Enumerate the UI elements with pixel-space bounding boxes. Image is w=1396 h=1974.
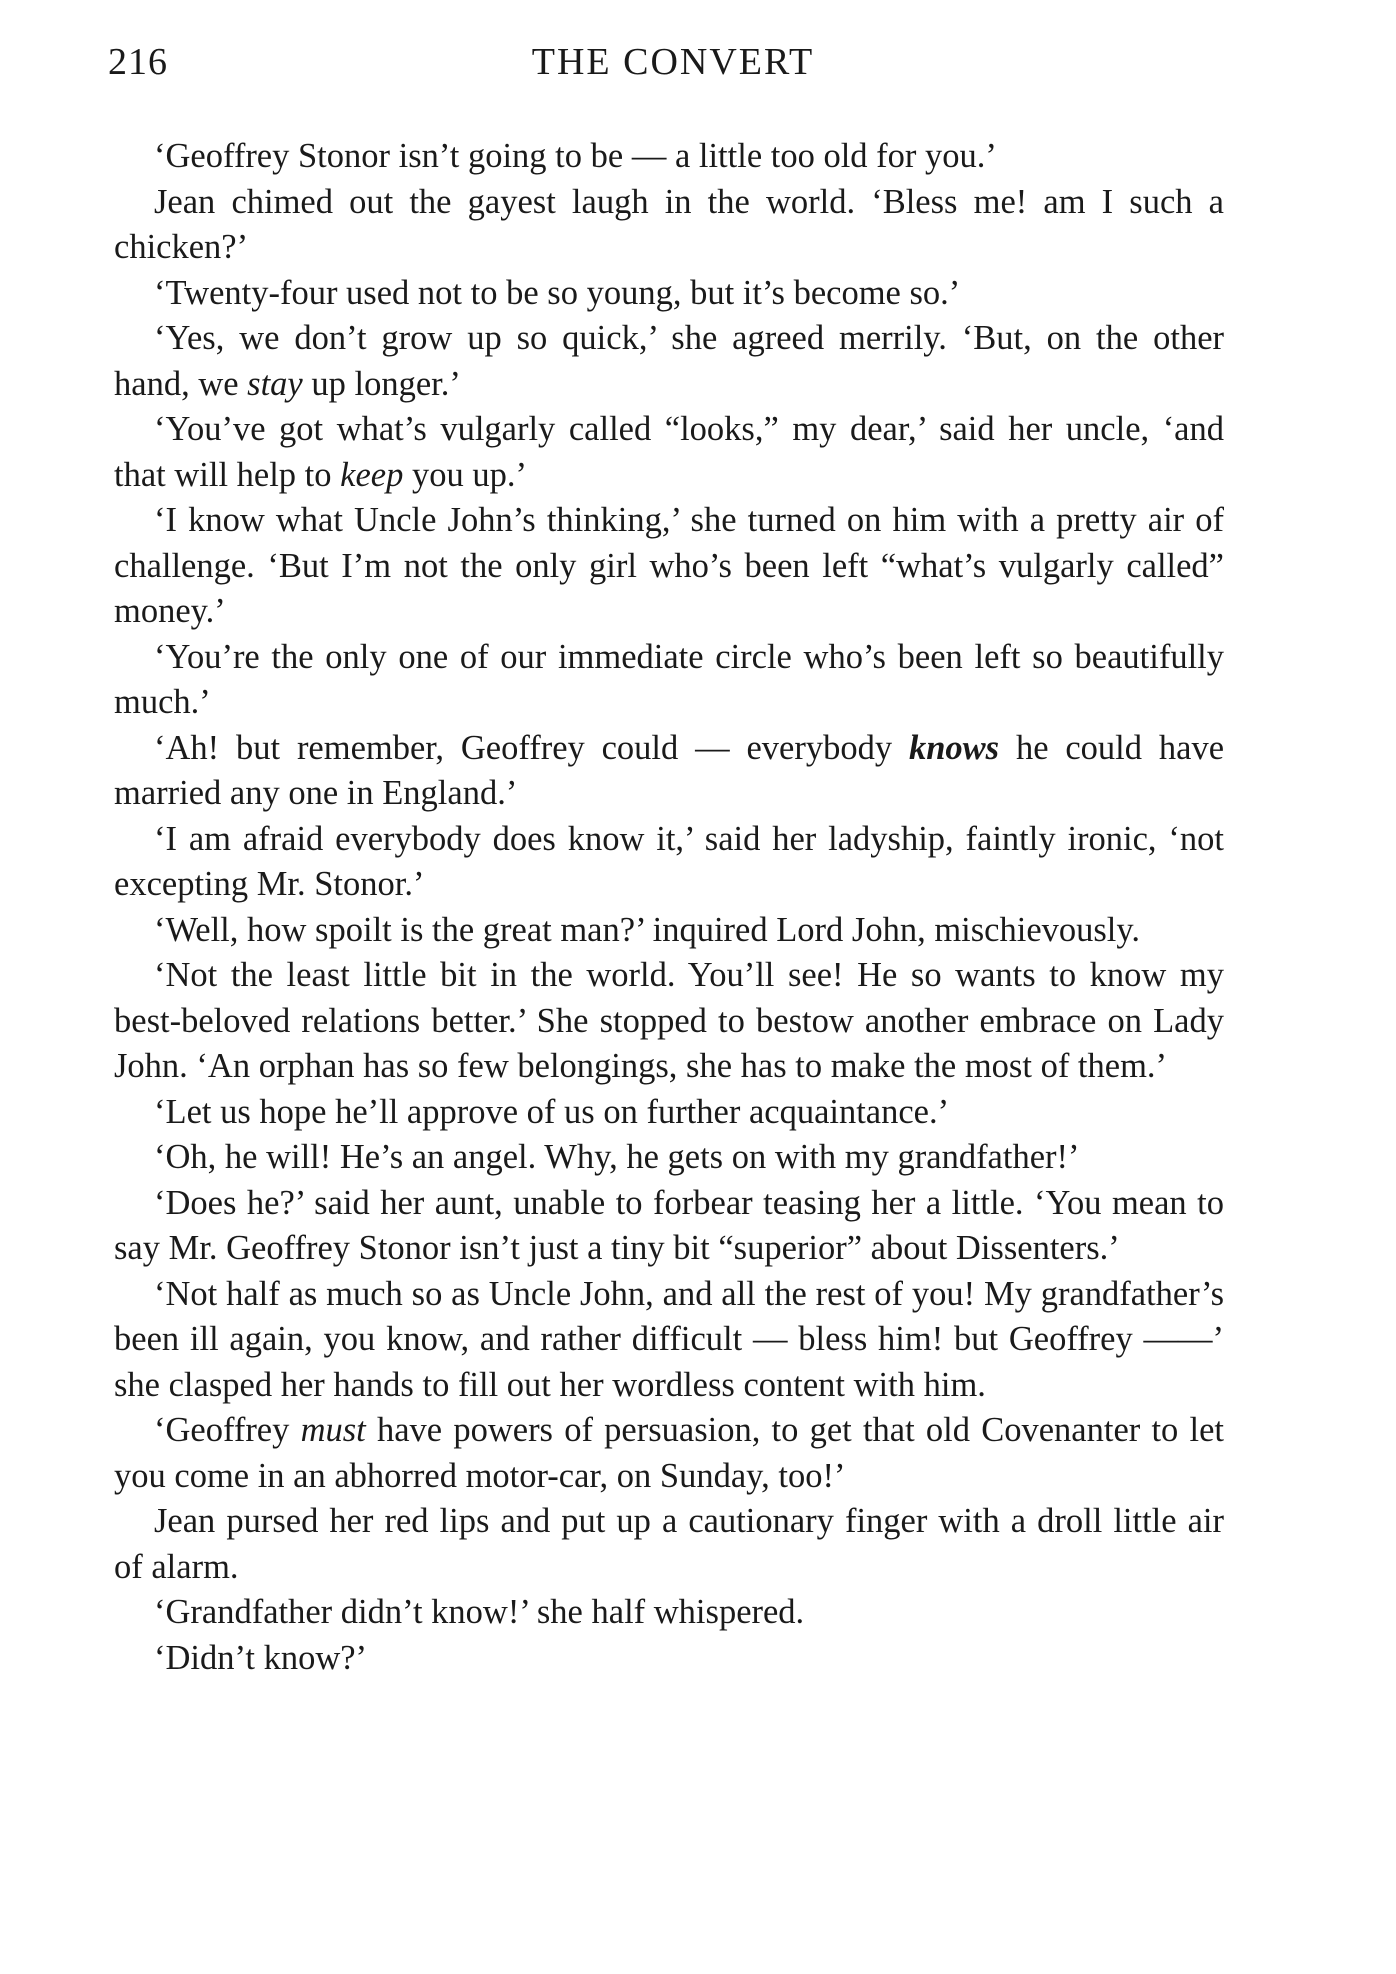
text-run: ‘I am afraid everybody does know it,’ said her ladyship, faintly ironic, ‘not excepting Mr. Stonor.’ bbox=[114, 819, 1224, 903]
paragraph bbox=[114, 134, 1224, 180]
emphasized-word: stay bbox=[247, 364, 303, 403]
emphasized-word: must bbox=[300, 1411, 366, 1449]
paragraph bbox=[114, 1499, 1224, 1590]
page-number: 216 bbox=[108, 41, 168, 83]
text-run: ‘Not the least little bit in the world. You’ll see! He so wants to know my best-beloved relations better.’ She stopped to bestow another embrace on Lady John. ‘An orphan has so few belongings, she has to make the most of them.’ bbox=[114, 956, 1224, 1085]
page-header bbox=[108, 40, 1238, 100]
text-run: up longer.’ bbox=[302, 364, 461, 403]
text-run: ‘Ah! but remember, Geoffrey could — everybody bbox=[154, 728, 909, 767]
text-run: ‘You’re the only one of our immediate circle who’s been left so beautifully much.’ bbox=[114, 637, 1224, 721]
text-run: ‘Does he?’ said her aunt, unable to forbear teasing her a little. ‘You mean to say Mr. Geoffrey Stonor isn’t just a tiny bit “superior” about Dissenters.’ bbox=[114, 1183, 1224, 1267]
text-run: ‘You’ve got what’s vulgarly called “looks,” my dear,’ said her uncle, ‘and that will help to bbox=[114, 410, 1224, 494]
text-run: ‘Well, how spoilt is the great man?’ inquired Lord John, mischievously. bbox=[154, 910, 1141, 949]
text-run: Jean chimed out the gayest laugh in the world. ‘Bless me! am I such a chicken?’ bbox=[114, 182, 1224, 266]
text-run: Jean pursed her red lips and put up a cautionary finger with a droll little air of alarm. bbox=[114, 1502, 1224, 1586]
text-run: ‘Oh, he will! He’s an angel. Why, he gets on with my grandfather!’ bbox=[154, 1138, 1080, 1176]
paragraph bbox=[114, 908, 1224, 954]
paragraph bbox=[114, 1408, 1224, 1499]
paragraph bbox=[114, 1590, 1224, 1636]
paragraph bbox=[114, 726, 1224, 817]
paragraph bbox=[114, 1181, 1224, 1272]
paragraph bbox=[114, 1636, 1224, 1682]
emphasized-word: keep bbox=[340, 455, 404, 494]
emphasized-word: knows bbox=[908, 728, 1000, 767]
paragraph bbox=[114, 635, 1224, 726]
text-run: ‘I know what Uncle John’s thinking,’ she turned on him with a pretty air of challenge. ‘But I’m not the only girl who’s been left “what’s vulgarly called” money.’ bbox=[114, 501, 1224, 630]
paragraph bbox=[114, 1272, 1224, 1409]
paragraph bbox=[114, 817, 1224, 908]
paragraph bbox=[114, 953, 1224, 1090]
text-run: ‘Geoffrey Stonor isn’t going to be — a little too old for you.’ bbox=[154, 137, 997, 175]
text-run: ‘Not half as much so as Uncle John, and all the rest of you! My grandfather’s been ill again, you know, and rather difficult — bless him! but Geoffrey ——’ she clasped her hands to fill out her wordless content with him. bbox=[114, 1274, 1224, 1404]
paragraph bbox=[114, 271, 1224, 317]
text-run: you up.’ bbox=[403, 455, 527, 494]
text-run: ‘Didn’t know?’ bbox=[154, 1638, 368, 1677]
text-run: ‘Geoffrey bbox=[154, 1411, 301, 1449]
text-run: have powers of persuasion, to get that old Covenanter to let you come in an abhorred motor-car, on Sunday, too!’ bbox=[114, 1411, 1224, 1495]
paragraph bbox=[114, 180, 1224, 271]
text-run: ‘Let us hope he’ll approve of us on further acquaintance.’ bbox=[154, 1092, 950, 1131]
paragraph bbox=[114, 498, 1224, 635]
paragraph bbox=[114, 1090, 1224, 1136]
text-run: ‘Twenty-four used not to be so young, but it’s become so.’ bbox=[154, 273, 961, 312]
text-run: ‘Yes, we don’t grow up so quick,’ she agreed merrily. ‘But, on the other hand, we bbox=[114, 319, 1224, 403]
paragraph bbox=[114, 407, 1224, 498]
text-run: ‘Grandfather didn’t know!’ she half whispered. bbox=[154, 1593, 805, 1631]
running-title: THE CONVERT bbox=[531, 41, 815, 83]
text-run: he could have married any one in England.’ bbox=[114, 728, 1225, 812]
paragraph bbox=[114, 1135, 1224, 1181]
paragraph bbox=[114, 316, 1224, 407]
body-text bbox=[114, 134, 1224, 1681]
